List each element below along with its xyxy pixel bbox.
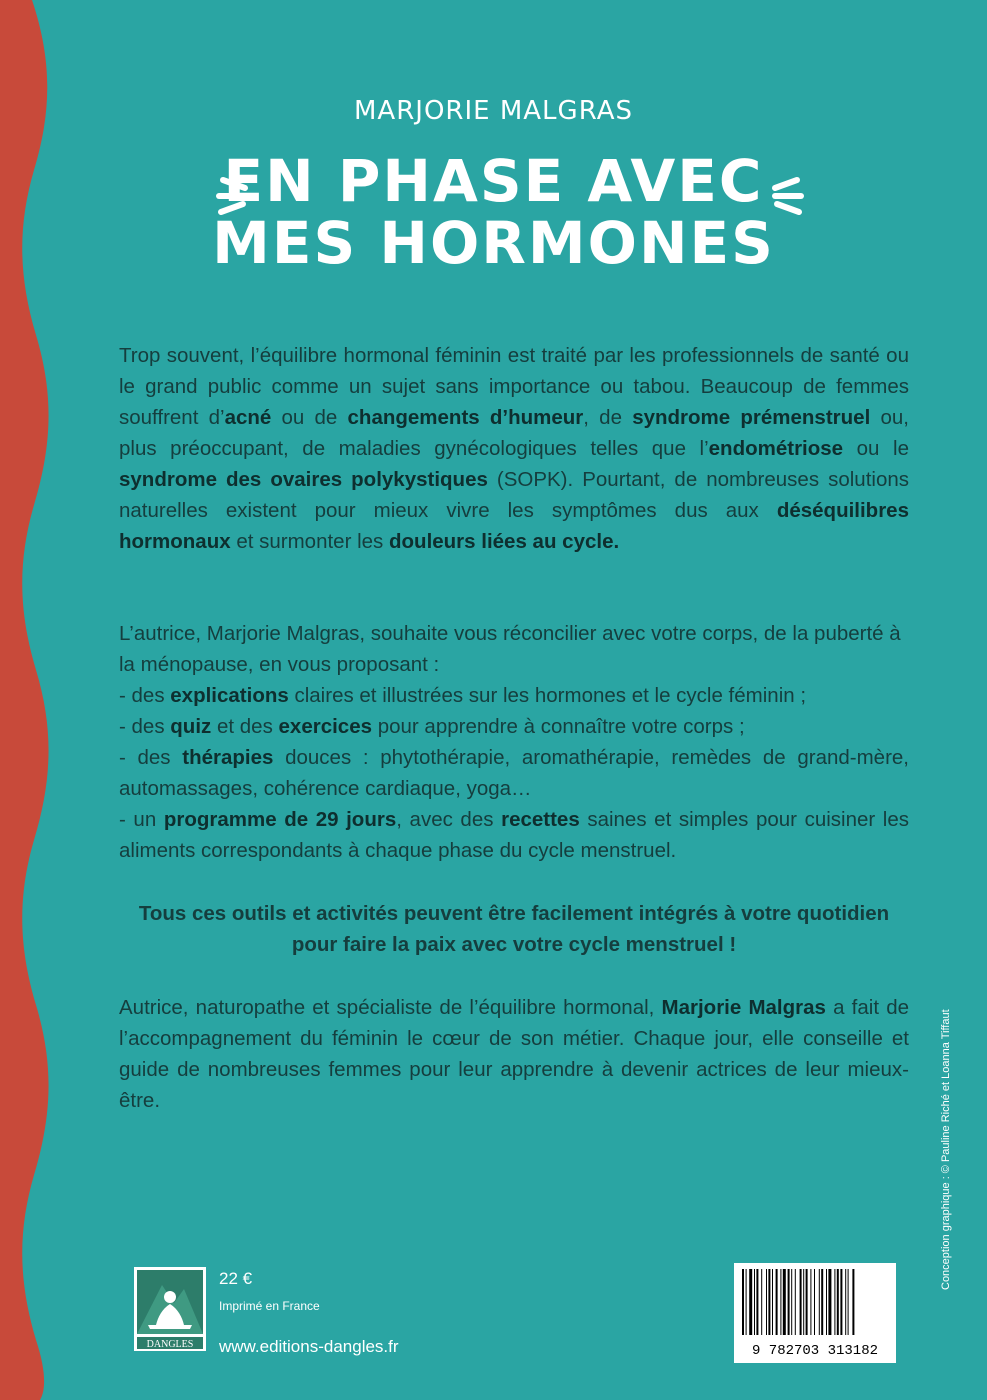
printed-in: Imprimé en France: [219, 1299, 320, 1313]
barcode-bar: [800, 1269, 802, 1335]
publisher-website: www.editions-dangles.fr: [219, 1337, 399, 1356]
book-title: [0, 147, 987, 277]
title-line-2: MES HORMONES: [212, 209, 775, 277]
barcode-bar: [742, 1269, 744, 1335]
list-item: - des explications claires et illustrées sur les hormones et le cycle féminin ;: [119, 684, 807, 707]
dangles-logo: [134, 1267, 206, 1351]
barcode-bar: [826, 1269, 827, 1335]
barcode-bar: [756, 1269, 758, 1335]
barcode-bar: [828, 1269, 831, 1335]
barcode-bar: [848, 1269, 849, 1335]
barcode-bar: [791, 1269, 792, 1335]
barcode-bar: [749, 1269, 752, 1335]
isbn-number: 9 782703 313182: [751, 1343, 879, 1359]
barcode-bar: [803, 1269, 804, 1335]
barcode-bar: [768, 1269, 770, 1335]
title-line-1: EN PHASE AVEC: [223, 147, 764, 215]
barcode-bar: [834, 1269, 835, 1335]
list-item: - des thérapies douces : phytothérapie, aromathérapie, remèdes de grand-mère, automassages, cohérence cardiaque, yoga…: [119, 746, 909, 800]
author-bio-paragraph: Autrice, naturopathe et spécialiste de l’équilibre hormonal, Marjorie Malgras a fait de l’accompagnement du féminin le cœur de son métier. Chaque jour, elle conseille et guide de nombreuses femmes pour leur apprendre à devenir actrices de leur mieux-être.: [119, 996, 910, 1112]
offer-intro: L’autrice, Marjorie Malgras, souhaite vous réconcilier avec votre corps, de la puberté à la ménopause, en vous proposant :: [119, 622, 901, 676]
barcode-bar: [776, 1269, 778, 1335]
barcode-bar: [821, 1269, 823, 1335]
author-name: MARJORIE MALGRAS: [354, 96, 633, 126]
barcode-bar: [783, 1269, 786, 1335]
barcode-bar: [766, 1269, 767, 1335]
barcode-bar: [754, 1269, 755, 1335]
barcode-bar: [840, 1269, 842, 1335]
design-credits: Conception graphique : © Pauline Riché et Loanna Tiffaut: [940, 1009, 952, 1290]
barcode-bar: [806, 1269, 808, 1335]
barcode-bar: [795, 1269, 796, 1335]
barcode-bar: [746, 1269, 747, 1335]
barcode-bar: [788, 1269, 790, 1335]
barcode-bar: [780, 1269, 781, 1335]
isbn-barcode: [734, 1263, 896, 1363]
price: 22 €: [219, 1269, 253, 1288]
barcode-bar: [772, 1269, 773, 1335]
barcode-bar: [814, 1269, 815, 1335]
barcode-bar: [810, 1269, 811, 1335]
intro-paragraph: Trop souvent, l’équilibre hormonal féminin est traité par les professionnels de santé ou le grand public comme un sujet sans importance ou tabou. Beaucoup de femmes souffrent d’acné ou de changements d’humeur, de syndrome prémenstruel ou, plus préoccupant, de maladies gynécologiques telles que l’endométriose ou le syndrome des ovaires polykystiques (SOPK). Pourtant, de nombreuses solutions naturelles existent pour mieux vivre les symptômes dus aux déséquilibres hormonaux et surmonter les douleurs liées au cycle.: [119, 344, 909, 553]
offer-paragraph: [119, 618, 909, 866]
logo-text: DANGLES: [146, 1339, 194, 1350]
barcode-bar: [852, 1269, 854, 1335]
list-item: - des quiz et des exercices pour apprendre à connaître votre corps ;: [119, 715, 745, 738]
highlight-paragraph: Tous ces outils et activités peuvent être facilement intégrés à votre quotidien pour faire la paix avec votre cycle menstruel !: [138, 902, 890, 956]
barcode-bar: [819, 1269, 820, 1335]
barcode-bars: [734, 1263, 896, 1343]
barcode-bar: [837, 1269, 839, 1335]
list-item: - un programme de 29 jours, avec des recettes saines et simples pour cuisiner les aliments correspondants à chaque phase du cycle menstruel.: [119, 808, 910, 862]
barcode-bar: [761, 1269, 762, 1335]
barcode-bar: [845, 1269, 846, 1335]
